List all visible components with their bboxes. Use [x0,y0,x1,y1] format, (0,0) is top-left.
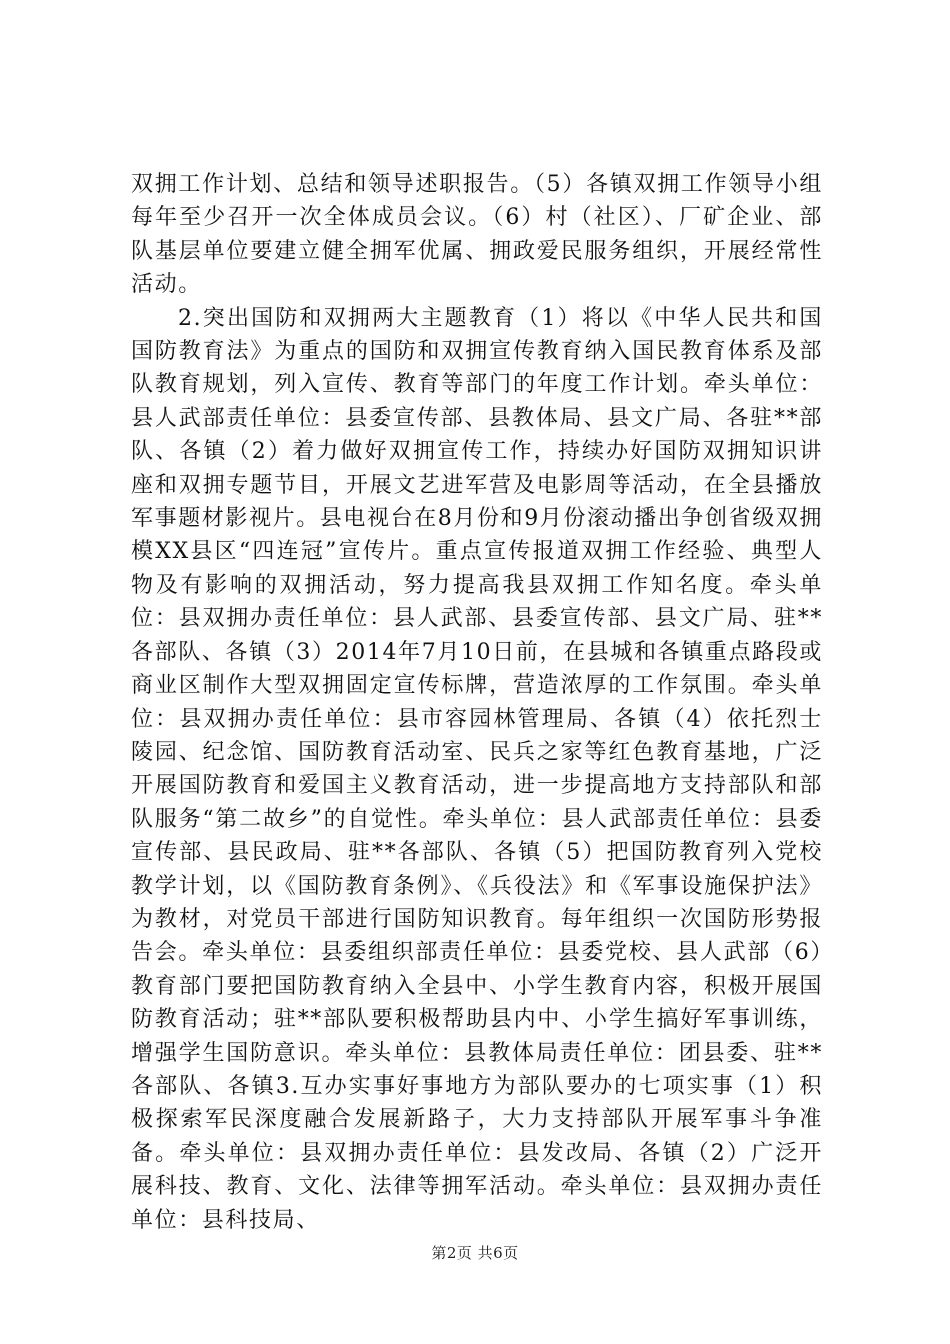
document-body [131,168,823,1237]
paragraph-continuation: 双拥工作计划、总结和领导述职报告。（5）各镇双拥工作领导小组每年至少召开一次全体成员会议。（6）村（社区）、厂矿企业、部队基层单位要建立健全拥军优属、拥政爱民服务组织，开展经常性活动。 [131,172,823,298]
page-footer: 第2页 共6页 [431,1244,519,1262]
paragraph-section-2: 2.突出国防和双拥两大主题教育（1）将以《中华人民共和国国防教育法》为重点的国防和双拥宣传教育纳入国民教育体系及部队教育规划，列入宣传、教育等部门的年度工作计划。牵头单位：县人武部责任单位：县委宣传部、县教体局、县文广局、各驻**部队、各镇（2）着力做好双拥宣传工作，持续办好国防双拥知识讲座和双拥专题节目，开展文艺进军营及电影周等活动，在全县播放军事题材影视片。县电视台在8月份和9月份滚动播出争创省级双拥模XX县区“四连冠”宣传片。重点宣传报道双拥工作经验、典型人物及有影响的双拥活动，努力提高我县双拥工作知名度。牵头单位：县双拥办责任单位：县人武部、县委宣传部、县文广局、驻**各部队、各镇（3）2014年7月10日前，在县城和各镇重点路段或商业区制作大型双拥固定宣传标牌，营造浓厚的工作氛围。牵头单位：县双拥办责任单位：县市容园林管理局、各镇（4）依托烈士陵园、纪念馆、国防教育活动室、民兵之家等红色教育基地，广泛开展国防教育和爱国主义教育活动，进一步提高地方支持部队和部队服务“第二故乡”的自觉性。牵头单位：县人武部责任单位：县委宣传部、县民政局、驻**各部队、各镇（5）把国防教育列入党校教学计划，以《国防教育条例》、《兵役法》和《军事设施保护法》为教材，对党员干部进行国防知识教育。每年组织一次国防形势报告会。牵头单位：县委组织部责任单位：县委党校、县人武部（6）教育部门要把国防教育纳入全县中、小学生教育内容，积极开展国防教育活动；驻**部队要积极帮助县内中、小学生搞好军事训练，增强学生国防意识。牵头单位：县教体局责任单位：团县委、驻**各部队、各镇3.互办实事好事地方为部队要办的七项实事（1）积极探索军民深度融合发展新路子，大力支持部队开展军事斗争准备。牵头单位：县双拥办责任单位：县发改局、各镇（2）广泛开展科技、教育、文化、法律等拥军活动。牵头单位：县双拥办责任单位：县科技局、 [131,305,823,1233]
